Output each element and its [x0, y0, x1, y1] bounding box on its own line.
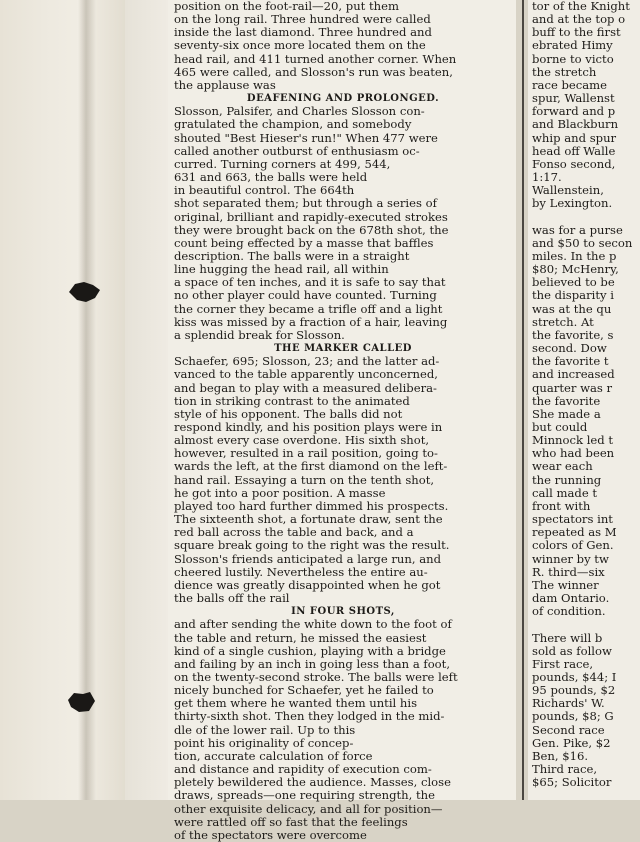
page-fold-crease [78, 0, 96, 800]
article-text-line: a space of ten inches, and it is safe to say that [174, 275, 446, 290]
article-text-line: they were brought back on the 678th shot, the [174, 222, 449, 237]
right-column-text-line: Minnock led t [532, 433, 614, 448]
right-column-text-line: ebrated Himy [532, 38, 613, 53]
right-column-text-line: $80; McHenry, [532, 262, 619, 277]
right-column-text-line: borne to victo [532, 51, 614, 66]
article-text-line: of the spectators were overcome [174, 827, 367, 842]
article-text-line: almost every case overdone. His sixth shot, [174, 433, 430, 448]
article-text-line: respond kindly, and his position plays were in [174, 420, 443, 434]
article-text-line: other exquisite delicacy, and all for position— [174, 801, 443, 816]
article-text-line: point his originality of concep- [174, 735, 354, 750]
article-text-line: gratulated the champion, and somebody [174, 117, 412, 132]
right-column-text-line: pounds, $44; I [532, 669, 617, 684]
right-column-text-line: winner by tw [532, 551, 609, 566]
right-column-text-line: She made a [532, 406, 601, 421]
article-text-line: called another outburst of enthusiasm oc- [174, 143, 420, 158]
article-text-line: description. The balls were in a straight [174, 248, 410, 263]
article-text-line: Slosson's friends anticipated a large run, and [174, 551, 442, 566]
article-text-line: the corner they became a trifle off and a light [174, 301, 443, 316]
article-column-main [168, 0, 516, 842]
article-text-line: cheered lustily. Nevertheless the entire au- [174, 564, 428, 579]
right-column-text-line: quarter was r [532, 380, 613, 395]
article-text-line: line hugging the head rail, all within [174, 262, 389, 277]
article-text-line: and failing by an inch in going less than a foot, [174, 656, 451, 671]
right-column-text-line: stretch. At [532, 314, 594, 329]
article-text-line: kiss was missed by a fraction of a hair, leaving [174, 314, 448, 329]
article-text-line: dle of the lower rail. Up to this [174, 722, 356, 737]
article-text-line: dience was greatly disappointed when he got [174, 577, 441, 592]
article-text-line: thirty-sixth shot. Then they lodged in the mid- [174, 709, 445, 724]
right-column-text-line: head off Walle [532, 143, 616, 158]
article-text-line: original, brilliant and rapidly-executed strokes [174, 209, 448, 224]
article-text-line: red ball across the table and back, and a [174, 525, 414, 540]
article-text-line: he got into a poor position. A masse [174, 485, 386, 500]
right-column-text-line [532, 618, 640, 631]
article-text-line: pletely bewildered the audience. Masses, close [174, 775, 451, 790]
page-margin [125, 0, 168, 800]
right-column-text-line: R. third—six [532, 564, 605, 579]
right-column-text-line: buff to the first [532, 25, 621, 40]
article-text-line: nicely bunched for Schaefer, yet he failed to [174, 683, 434, 698]
article-text-line: however, resulted in a rail position, going to- [174, 446, 438, 461]
right-column-text-line: the favorite [532, 393, 601, 408]
right-column-text-line: by Lexington. [532, 196, 613, 211]
article-text-line: Schaefer, 695; Slosson, 23; and the latter ad- [174, 354, 440, 369]
article-text-line: square break going to the right was the result. [174, 538, 450, 553]
article-text-line: a splendid break for Slosson. [174, 327, 345, 342]
right-column-text-line: Third race, [532, 762, 598, 777]
right-column-text-line: sold as follow [532, 643, 612, 658]
right-column-text-line: the running [532, 472, 602, 487]
right-column-text-line: whip and spur [532, 130, 617, 145]
page-gutter [0, 0, 125, 800]
right-column-text-line: 1:17. [532, 170, 562, 185]
right-column-text-line: Second race [532, 722, 605, 737]
article-text-line: vanced to the table apparently unconcerned, [174, 367, 438, 382]
right-column-text-line: forward and p [532, 104, 616, 119]
right-column-text-line: front with [532, 498, 591, 513]
right-column-text-line: and Blackburn [532, 117, 619, 132]
tear-hole-bottom [64, 690, 100, 714]
right-column-text-line: pounds, $8; G [532, 709, 614, 724]
right-column-text-line: Fonso second, [532, 156, 616, 171]
right-column-text-line: the stretch [532, 64, 597, 79]
article-text-line: the table and return, he missed the easiest [174, 630, 427, 645]
right-column-text-line: tor of the Knight [532, 0, 630, 13]
article-text-line: Slosson, Palsifer, and Charles Slosson con- [174, 104, 425, 119]
section-heading: DEAFENING AND PROLONGED. [246, 93, 440, 105]
right-column-text-line: Ben, $16. [532, 748, 589, 763]
right-column-text-line: the favorite, s [532, 327, 614, 342]
right-column-text-line: Wallenstein, [532, 183, 604, 198]
article-text-line: and after sending the white down to the foot of [174, 617, 452, 632]
right-column-text-line: and $50 to secon [532, 235, 633, 250]
article-text-line: in beautiful control. The 664th [174, 183, 355, 198]
article-text-line: draws, spreads—one requiring strength, the [174, 788, 435, 803]
section-heading: THE MARKER CALLED [274, 343, 412, 355]
article-text-line: on the long rail. Three hundred were called [174, 12, 431, 27]
article-text-line: and distance and rapidity of execution com- [174, 762, 432, 777]
right-column-text-line: There will b [532, 630, 603, 645]
right-column-text-line: colors of Gen. [532, 538, 614, 553]
right-column-text-line [532, 211, 640, 224]
right-column-text-line: repeated as M [532, 525, 617, 540]
right-column-text-line: spur, Wallenst [532, 91, 615, 106]
article-text-line: wards the left, at the first diamond on the left- [174, 459, 448, 474]
right-column-text-line: who had been [532, 446, 615, 461]
article-column-right [528, 0, 640, 800]
right-column-text-line: of condition. [532, 604, 606, 619]
article-text-line: The sixteenth shot, a fortunate draw, sent the [174, 512, 443, 527]
right-column-text-line: race became [532, 77, 608, 92]
article-text-line: 465 were called, and Slosson's run was beaten, [174, 64, 453, 79]
article-text-line: head rail, and 411 turned another corner. When [174, 51, 457, 66]
right-column-text-line: spectators int [532, 512, 613, 527]
right-column-text-line: second. Dow [532, 341, 607, 356]
right-column-text-line: miles. In the p [532, 248, 617, 263]
right-column-text-line: Richards' W. [532, 696, 605, 711]
article-text-line: shot separated them; but through a series of [174, 196, 437, 211]
right-column-text-line: was at the qu [532, 301, 612, 316]
article-text-line: the applause was [174, 77, 276, 92]
right-column-text-line: The winner [532, 577, 599, 592]
article-text-line: curred. Turning corners at 499, 544, [174, 156, 391, 171]
article-text-line: position on the foot-rail—20, put them [174, 0, 399, 13]
right-column-text-line: believed to be [532, 275, 615, 290]
right-column-text-line: $65; Solicitor [532, 775, 612, 790]
tear-hole-top [66, 280, 102, 304]
article-text-line: no other player could have counted. Turning [174, 288, 437, 303]
right-column-text-line: but could [532, 420, 588, 434]
article-text-line: tion in striking contrast to the animated [174, 393, 410, 408]
right-column-text-line: dam Ontario. [532, 591, 610, 606]
right-column-text-line: call made t [532, 485, 598, 500]
article-text-line: played too hard further dimmed his prospects. [174, 498, 449, 513]
article-text-line: tion, accurate calculation of force [174, 748, 373, 763]
article-text-line: get them where he wanted them until his [174, 696, 418, 711]
article-text-line: and began to play with a measured delibera- [174, 380, 437, 395]
right-column-text-line: wear each [532, 459, 593, 474]
column-rule [522, 0, 524, 800]
section-heading: IN FOUR SHOTS, [291, 606, 395, 618]
right-column-text-line: the favorite t [532, 354, 609, 369]
right-column-text-line: the disparity i [532, 288, 614, 303]
article-text-line: seventy-six once more located them on the [174, 38, 426, 53]
right-column-text-line: 95 pounds, $2 [532, 683, 616, 698]
article-text-line: were rattled off so fast that the feelings [174, 814, 408, 829]
right-column-text-line: First race, [532, 656, 594, 671]
right-column-text-line: and at the top o [532, 12, 626, 27]
article-text-line: shouted "Best Hieser's run!" When 477 were [174, 130, 438, 145]
article-text-line: hand rail. Essaying a turn on the tenth shot, [174, 472, 435, 487]
article-text-line: kind of a single cushion, playing with a bridge [174, 643, 446, 658]
article-text-line: style of his opponent. The balls did not [174, 406, 403, 421]
article-text-line: on the twenty-second stroke. The balls were left [174, 669, 458, 684]
article-text-line: 631 and 663, the balls were held [174, 170, 368, 185]
right-column-text-line: Gen. Pike, $2 [532, 735, 611, 750]
right-column-text-line: was for a purse [532, 222, 623, 237]
article-text-line: the balls off the rail [174, 591, 290, 606]
article-text-line: count being effected by a masse that baffles [174, 235, 434, 250]
right-column-text-line: and increased [532, 367, 615, 382]
article-text-line: inside the last diamond. Three hundred and [174, 25, 432, 40]
